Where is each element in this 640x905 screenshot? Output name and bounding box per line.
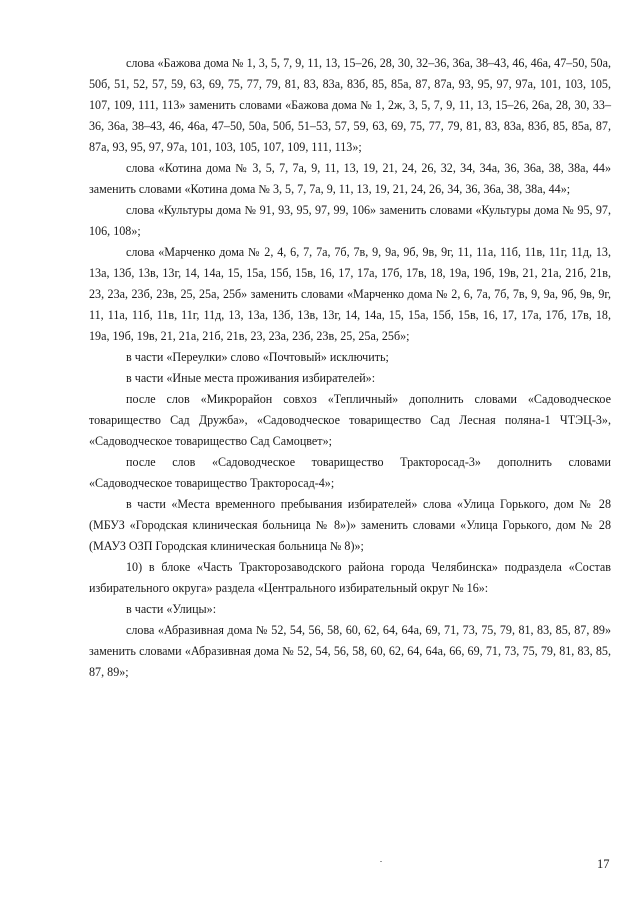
- paragraph-ulitsy-heading: в части «Улицы»:: [126, 602, 217, 616]
- paragraph-kotina: слова «Котина дома № 3, 5, 7, 7а, 9, 11, 13, 19, 21, 24, 26, 32, 34, 34а, 36, 36а, 38, 38а, 44» заменить словами «Котина дома № 3, 5, 7, 7а, 9, 11, 13, 19, 21, 24, 26, 34, 36, 36а, 38, 38а, 44»;: [89, 161, 611, 196]
- paragraph-kultury: слова «Культуры дома № 91, 93, 95, 97, 99, 106» заменить словами «Культуры дома № 95, 97, 106, 108»;: [89, 203, 611, 238]
- paragraph-marchenko: слова «Марченко дома № 2, 4, 6, 7, 7а, 7б, 7в, 9, 9а, 9б, 9в, 9г, 11, 11а, 11б, 11в, 11г, 11д, 13, 13а, 13б, 13в, 13г, 14, 14а, 15, 15а, 15б, 15в, 16, 17, 17а, 17б, 17в, 18, 19а, 19б, 19в, 21, 21а, 21б, 21в, 23, 23а, 23б, 23в, 25, 25а, 25б» заменить словами «Марченко дома № 2, 6, 7а, 7б, 7в, 9, 9а, 9б, 9в, 9г, 11, 11а, 11б, 11в, 11г, 11д, 13, 13а, 13б, 13в, 13г, 14, 14а, 15, 15а, 15б, 15в, 16, 17, 17а, 17б, 17в, 18, 19а, 19б, 19в, 21, 21а, 21б, 21в, 23, 23а, 23б, 23в, 25, 25а, 25б»;: [89, 245, 611, 343]
- paragraph-abrazivnaya: слова «Абразивная дома № 52, 54, 56, 58, 60, 62, 64, 64а, 69, 71, 73, 75, 79, 81, 83, 85, 87, 89» заменить словами «Абразивная дома № 52, 54, 56, 58, 60, 62, 64, 64а, 66, 69, 71, 73, 75, 79, 81, 83, 85, 87, 89»;: [89, 623, 611, 679]
- paragraph-bazhova: слова «Бажова дома № 1, 3, 5, 7, 9, 11, 13, 15–26, 28, 30, 32–36, 36а, 38–43, 46, 46а, 47–50, 50а, 50б, 51, 52, 57, 59, 63, 69, 75, 77, 79, 81, 83, 83а, 83б, 85, 85а, 87, 87а, 93, 95, 97, 97а, 101, 103, 105, 107, 109, 111, 113» заменить словами «Бажова дома № 1, 2ж, 3, 5, 7, 9, 11, 13, 15–26, 26а, 28, 30, 33–36, 36а, 38–43, 46, 46а, 47–50, 50а, 50б, 51–53, 57, 59, 63, 69, 75, 77, 79, 81, 83, 83а, 83б, 85, 85а, 87, 87а, 93, 95, 97, 97а, 101, 103, 105, 107, 109, 111, 113»;: [89, 56, 611, 154]
- scan-speck: [380, 861, 382, 862]
- paragraph-mesta-vremennogo: в части «Места временного пребывания избирателей» слова «Улица Горького, дом № 28 (МБУЗ «Городская клиническая больница № 8»)» заменить словами «Улица Горького, дом № 28 (МАУЗ ОЗП Городская клиническая больница № 8)»;: [89, 497, 611, 553]
- document-body: [89, 53, 611, 683]
- page-number: 17: [597, 857, 610, 871]
- paragraph-mikrorayon: после слов «Микрорайон совхоз «Тепличный» дополнить словами «Садоводческое товарищество Сад Дружба», «Садоводческое товарищество Сад Лесная поляна-1 ЧТЭЦ-3», «Садоводческое товарищество Сад Самоцвет»;: [89, 392, 611, 448]
- paragraph-item-10: 10) в блоке «Часть Тракторозаводского района города Челябинска» подраздела «Состав избирательного округа» раздела «Центрального избирательный округ № 16»:: [89, 560, 611, 595]
- paragraph-traktorosad: после слов «Садоводческое товарищество Тракторосад-3» дополнить словами «Садоводческое товарищество Тракторосад-4»;: [89, 455, 611, 490]
- paragraph-inye-mesta-heading: в части «Иные места проживания избирателей»:: [126, 371, 376, 385]
- paragraph-pereulki: в части «Переулки» слово «Почтовый» исключить;: [126, 350, 389, 364]
